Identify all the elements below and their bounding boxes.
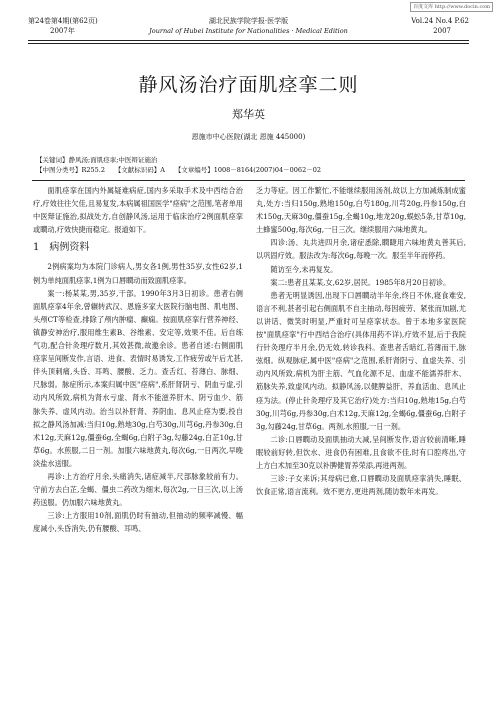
section-heading: 1 病例资料 <box>33 242 90 254</box>
author-affiliation: 恩施市中心医院(湖北 恩施 445000) <box>191 133 306 141</box>
body-paragraph: 案一:杨某某,男,35岁,干部。1990年3月3日初诊。患者右侧面肌痉挛4年余,曾辗转武汉、恩施多家大医院行脑电图、肌电图、头颅CT等检查,排除了颅内肿瘤、癫痫。按面肌痉挛行营养神经、镇静安神治疗,服用维生素B、谷维素、安定等,效果不佳。后自练气功,配合针灸理疗数月,其效甚微,故邀余诊。患者自述:右侧面肌痉挛呈间断发作,言语、进食、表情时易诱发,工作疲劳或午后尤甚,伴头顶刺痛,头昏、耳鸣、腰酸、乏力。查舌红、苔薄白、脉细、尺脉弱。脉症所示,本案归属中医"痉病",系肝肾阴亏、阴血亏虚,引动内风所致,病机为肾水亏虚、肾水不能滋养肝木、阴亏血少、筋脉失养、虚风内动。治当以补肝肾、养阴血、息风止痉为要,投自拟之静风汤加减:当归10g,熟地30g,白芍30g,川芎6g,丹参30g,白术12g,天麻12g,僵蚕6g,全蝎6g,白附子3g,勾藤24g,白芷10g,甘草6g。水煎服,二日一剂。加服六味地黄丸,每次6g,一日两次,早晚淡盐水送服。 <box>33 288 243 468</box>
header-center <box>28 16 469 36</box>
header-rule-thick <box>28 40 469 41</box>
journal-name-cn: 湖北民族学院学报·医学版 <box>208 17 289 25</box>
body-paragraph: 随访至今,未再复发。 <box>270 264 338 274</box>
intro-paragraph: 面肌痉挛在国内外属疑难病症,国内多采取手术及中西结合治疗,疗效往往欠佳,且易复发,本病属祖国医学"痉病"之范围,笔者单用中医辩证施治,拟战处方,自创静风汤,运用于临床治疗2例面肌痉挛或瞤动,疗效快捷而稳定。报道如下。 <box>33 186 243 235</box>
article-title: 静风汤治疗面肌痉挛二则 <box>138 74 359 96</box>
keywords: 【关键词】静风汤;面肌痉挛;中医辩证施治 <box>36 156 158 164</box>
issue-info: 第24卷第4期(第62页) <box>28 17 98 25</box>
journal-header <box>28 16 469 42</box>
watermark: 百度文库 http://www.docin.com <box>410 2 493 12</box>
body-paragraph: 患者无明显诱因,出现下口唇瞤动半年余,终日不休,寝食难安,语言不利,甚者引起右侧面肌不自主抽动,每因疲劳、紧张而加剧,尤以讲话、微笑时明显,严重时可呈痉挛状态。曾于本地多家医院按"面肌痉挛"行中西结合治疗(具体用药不详),疗效不显,后于我院行针灸理疗半月余,仍无效,转诊我科。查患者舌暗红,苔薄而干,脉弦细。纵观脉症,属中医"痉病"之范围,系肝肾阴亏、血虚失养、引动内风所致,病机为肝主筋、气血化源不足、血虚不能濡养肝木、筋脉失养,致虚风内动。拟静风汤,以健脾益肝、养血活血、息风止痉为法。(停止针灸理疗及其它治疗)处方:当归10g,熟地15g,白芍30g,川芎6g,丹参30g,白术12g,天麻12g,全蝎6g,僵蚕6g,白附子3g,勾藤24g,甘草6g。两剂,水煎服,一日一剂。 <box>256 290 466 431</box>
body-paragraph: 四诊:汤、丸共进四月余,诸症悉除,瞤睫用六味地黄丸善其后,以巩固疗效。服法改为:每次6g,每晚一次。服至半年而停药。 <box>256 238 466 261</box>
body-paragraph: 乏力等症。因工作繁忙,不能继续服用汤剂,故以上方加减炼制成蜜丸,处方:当归150g,熟地150g,白芍180g,川芎20g,丹参150g,白术150g,天麻30g,僵蚕15g,全蝎10g,地龙20g,蜈蚣5条,甘草10g,土蜂蜜500g,每次6g,一日三次。继续服用六味地黄丸。 <box>256 186 466 235</box>
volume-year: 2007 <box>433 27 451 35</box>
right-column <box>256 184 466 498</box>
keywords-block <box>36 155 321 175</box>
article-author: 郑华英 <box>232 108 265 121</box>
classification-codes: 【中图分类号】R255.2 【文献标识码】A 【文章编号】1008－8164(2007)04－0062－02 <box>36 166 321 174</box>
left-column <box>33 184 243 535</box>
body-paragraph: 三诊:子女来诉;其母病已愈,口唇瞤动及面肌痉挛消失,睡眠、饮食正常,语言流利。效不更方,更进两剂,随访数年未再发。 <box>256 474 466 497</box>
body-paragraph: 再诊:上方治疗月余,头痛消失,诸症减半,尺部脉象较前有力。守前方去白芷,全蝎、僵虫二药改为细末,每次2g,一日三次,以上汤药送服。仍加服六味地黄丸。 <box>33 471 243 508</box>
issue-year: 2007年 <box>50 27 75 35</box>
body-paragraph: 2例病案均为本院门诊病人,男女各1例,男性35岁,女性62岁,1例为单纯面肌痉挛,1例为口唇瞤动而致面肌痉挛。 <box>33 262 243 285</box>
header-rule-thin <box>28 43 469 44</box>
volume-info: Vol.24 No.4 P.62 <box>411 17 469 25</box>
header-right <box>411 16 469 36</box>
journal-name-en: Journal of Hubei Institute for Nationalities · Medical Edition <box>149 27 348 35</box>
body-paragraph: 二诊:口唇瞤动及面肌抽动大减,呈间断发作,语言较前清晰,睡眠较前好转,但饮水、进食仍有困难,且食欲不佳,时有口腔疼出,守上方白术加至30克以补脾健胃养荣添,再进两剂。 <box>256 434 466 470</box>
abstract-separator <box>32 180 465 181</box>
body-paragraph: 三诊:上方服用10剂,面肌仍时有抽动,但抽动的频率减慢、幅度减小,头昏消失,仍有腰酸、耳鸣、 <box>33 511 243 534</box>
body-paragraph: 案二:患者且某某,女,62岁,居民。1985年8月20日初诊。 <box>270 277 451 287</box>
